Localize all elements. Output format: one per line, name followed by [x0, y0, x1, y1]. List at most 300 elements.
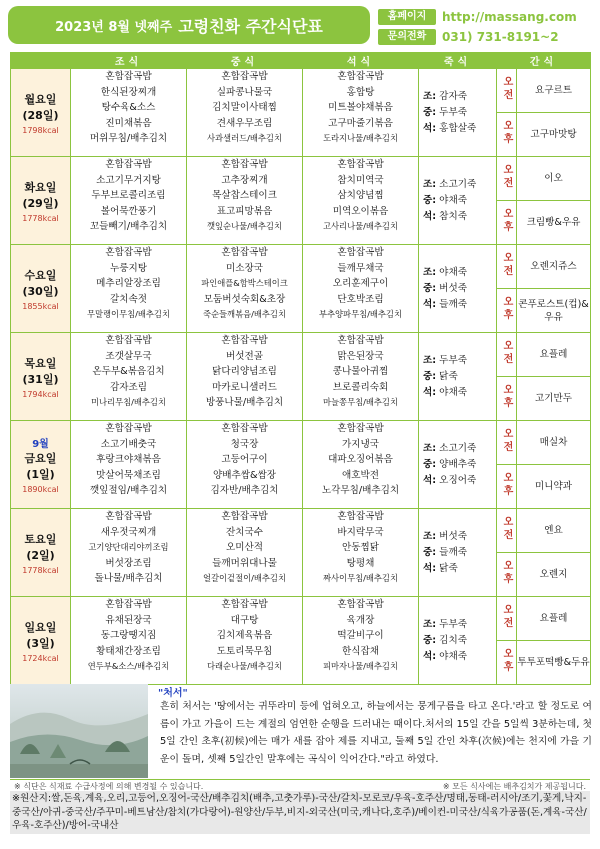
porridge-name: 야채죽 — [439, 194, 467, 206]
porridge-item — [423, 265, 496, 281]
snack-time-pm — [497, 465, 517, 509]
porridge-name: 홍합살죽 — [439, 122, 477, 134]
porridge-name: 들깨죽 — [439, 298, 467, 310]
menu-item: 대구탕 — [230, 614, 259, 626]
menu-item: 파인애플&함박스테이크 — [201, 278, 288, 288]
menu-item: 들깨머위대나물 — [212, 557, 277, 569]
dinner-cell — [303, 421, 419, 509]
day-name: 월요일 — [24, 92, 57, 106]
day-kcal: 1778kcal — [22, 213, 59, 223]
porridge-name: 소고기죽 — [439, 442, 477, 454]
porridge-name: 두부죽 — [439, 618, 467, 630]
essay-section — [10, 684, 590, 778]
menu-item: 혼합잡곡밥 — [337, 159, 384, 170]
menu-item: 돌나물/배추김치 — [94, 573, 163, 584]
porridge-name: 닭죽 — [439, 562, 458, 574]
menu-item: 삼치양념찜 — [337, 190, 384, 201]
snack-am-item: 요구르트 — [517, 69, 591, 113]
day-name: 목요일 — [24, 356, 57, 370]
menu-item: 브로콜리숙회 — [332, 381, 389, 393]
day-name: 금요일 — [24, 452, 57, 465]
menu-item: 탕수육&소스 — [101, 102, 156, 113]
menu-item: 메추리알장조림 — [96, 278, 161, 289]
day-name: 일요일 — [24, 620, 57, 634]
lunch-cell — [187, 421, 303, 509]
day-kcal: 1890kcal — [22, 485, 59, 494]
menu-item: 혼합잡곡밥 — [105, 71, 152, 82]
snack-time-pm — [497, 289, 517, 333]
porridge-item — [423, 177, 496, 193]
snack-time-pm-label: 오후 — [501, 295, 512, 322]
snack-time-am — [497, 69, 517, 113]
porridge-meal-key: 석: — [423, 562, 437, 574]
day-label-cell — [11, 333, 71, 421]
lunch-cell — [187, 157, 303, 245]
porridge-name: 버섯죽 — [439, 530, 467, 542]
menu-item: 청국장 — [230, 438, 259, 450]
snack-time-pm — [497, 641, 517, 685]
dinner-cell — [303, 597, 419, 685]
menu-item: 혼합잡곡밥 — [221, 599, 268, 610]
day-label-cell — [11, 597, 71, 685]
porridge-item — [423, 473, 496, 489]
weekly-menu-table — [10, 52, 591, 685]
menu-item: 바지락무국 — [337, 526, 384, 538]
menu-item: 혼합잡곡밥 — [105, 511, 152, 522]
menu-item: 동그랑땡지짐 — [100, 630, 157, 641]
day-kcal: 1798kcal — [22, 125, 59, 135]
snack-time-pm — [497, 553, 517, 597]
breakfast-cell — [71, 597, 187, 685]
day-row — [11, 157, 591, 201]
porridge-meal-key: 석: — [423, 210, 437, 222]
porridge-meal-key: 석: — [423, 386, 437, 398]
breakfast-cell — [71, 421, 187, 509]
menu-item: 누룽지탕 — [109, 262, 148, 274]
snack-time-am — [497, 157, 517, 201]
porridge-name: 야채죽 — [439, 266, 467, 278]
snack-am-item: 요플레 — [517, 333, 591, 377]
porridge-item — [423, 529, 496, 545]
snack-time-am — [497, 421, 517, 465]
porridge-name: 야채죽 — [439, 650, 467, 662]
menu-item: 한식잡채 — [341, 645, 380, 657]
menu-item: 마카로니샐러드 — [212, 381, 277, 393]
menu-item: 황태채간장조림 — [96, 645, 161, 657]
snack-pm-item: 콘푸로스트(컵)&우유 — [517, 289, 591, 333]
menu-item: 고기양단대리야끼조림 — [88, 542, 169, 552]
title-date: 2023년 8월 넷째주 — [55, 19, 173, 35]
menu-item: 소고기배춧국 — [100, 438, 157, 450]
snack-time-am-label: 오전 — [501, 163, 512, 190]
menu-item: 미소장국 — [225, 262, 264, 274]
phone-label: 문의전화 — [378, 29, 436, 45]
snack-time-am — [497, 245, 517, 289]
day-date: (2일) — [26, 548, 55, 562]
menu-item: 떡갈비구이 — [337, 630, 384, 641]
menu-item: 맛살어묵채조림 — [96, 469, 161, 481]
day-row — [11, 69, 591, 113]
menu-item: 목살찹스테이크 — [212, 190, 277, 201]
snack-time-pm-label: 오후 — [501, 207, 512, 234]
menu-item: 홍합탕 — [346, 86, 375, 98]
header — [8, 6, 592, 48]
porridge-item — [423, 281, 496, 297]
menu-item: 혼합잡곡밥 — [221, 247, 268, 258]
lunch-cell — [187, 333, 303, 421]
menu-item: 혼합잡곡밥 — [105, 335, 152, 346]
porridge-meal-key: 조: — [423, 442, 437, 454]
snack-time-pm — [497, 113, 517, 157]
dinner-cell — [303, 509, 419, 597]
day-name: 화요일 — [24, 180, 57, 194]
menu-item: 오미산적 — [225, 542, 264, 553]
menu-item: 혼합잡곡밥 — [105, 599, 152, 610]
menu-item: 혼합잡곡밥 — [337, 247, 384, 258]
menu-item: 가지냉국 — [341, 438, 380, 450]
snack-time-am-label: 오전 — [501, 251, 512, 278]
menu-item: 피마자나물/배추김치 — [323, 661, 398, 671]
porridge-item — [423, 369, 496, 385]
page-title: 고령친화 주간식단표 — [178, 16, 323, 36]
menu-item: 혼합잡곡밥 — [337, 335, 384, 346]
lunch-cell — [187, 597, 303, 685]
col-header-breakfast: 조식 — [71, 53, 187, 69]
snack-time-am — [497, 333, 517, 377]
menu-item: 볼어묵깐풍기 — [100, 205, 157, 217]
phone-number: 031) 731-8191~2 — [442, 30, 559, 44]
snack-time-am — [497, 509, 517, 553]
porridge-item — [423, 457, 496, 473]
day-date: (29일) — [22, 196, 59, 210]
menu-item: 연두부&소스/배추김치 — [87, 661, 170, 671]
menu-item: 고추장찌개 — [221, 174, 268, 186]
menu-item: 도토리묵무침 — [216, 645, 273, 657]
col-header-dinner: 석식 — [303, 53, 419, 69]
snack-am-item: 매실차 — [517, 421, 591, 465]
menu-item: 혼합잡곡밥 — [221, 335, 268, 346]
day-date: (28일) — [22, 108, 59, 122]
menu-item: 도라지나물/배추김치 — [323, 133, 398, 143]
porridge-item — [423, 193, 496, 209]
homepage-row — [378, 8, 592, 26]
porridge-meal-key: 조: — [423, 90, 437, 102]
menu-item: 애호박전 — [341, 469, 380, 481]
menu-item: 무말랭이무침/배추김치 — [87, 309, 170, 319]
snack-pm-item: 오렌지 — [517, 553, 591, 597]
porridge-meal-key: 석: — [423, 650, 437, 662]
menu-item: 대파오징어볶음 — [328, 454, 393, 465]
porridge-item — [423, 617, 496, 633]
menu-item: 진미채볶음 — [105, 117, 152, 129]
breakfast-cell — [71, 333, 187, 421]
porridge-meal-key: 중: — [423, 458, 437, 470]
porridge-name: 두부죽 — [439, 354, 467, 366]
breakfast-cell — [71, 245, 187, 333]
landscape-painting-icon — [10, 684, 148, 778]
day-row — [11, 245, 591, 289]
dinner-cell — [303, 245, 419, 333]
porridge-meal-key: 석: — [423, 474, 437, 486]
porridge-name: 버섯죽 — [439, 282, 467, 294]
porridge-item — [423, 441, 496, 457]
menu-item: 닭다리양념조림 — [212, 366, 277, 377]
day-kcal: 1794kcal — [22, 389, 59, 399]
col-header-lunch: 중식 — [187, 53, 303, 69]
porridge-meal-key: 중: — [423, 546, 437, 558]
menu-item: 김자반/배추김치 — [210, 485, 279, 496]
porridge-cell — [419, 245, 497, 333]
menu-item: 조갯살무국 — [105, 350, 152, 362]
menu-item: 소고기무거지탕 — [96, 174, 161, 186]
day-date: (3일) — [26, 636, 55, 650]
snack-am-item: 요플레 — [517, 597, 591, 641]
menu-item: 혼합잡곡밥 — [105, 423, 152, 434]
menu-item: 들깨무채국 — [337, 262, 384, 274]
menu-item: 견새우무조림 — [216, 117, 273, 129]
menu-item: 안동찜닭 — [341, 542, 380, 553]
snack-time-am — [497, 597, 517, 641]
menu-item: 머위무침/배추김치 — [89, 133, 168, 144]
menu-item: 방풍나물/배추김치 — [205, 397, 284, 408]
dinner-cell — [303, 157, 419, 245]
origin-info: ※원산지:쌀,돈육,계육,오리,고등어,오징어-국산/배추김치(배추,고춧가루)-국산/갈치-모로코/우육-호주산/명태,동태-러시아/조기,꽃게,낙지-중국산/아귀-중국산/주꾸미-베트남산/참치(가다랑어)-원양산/두부,비지-외국산(미국,캐나다,호주)/베이컨-미국산/식육가공품(돈,계육-국산/우육-호주산)/방어-국내산 — [10, 791, 590, 834]
menu-item: 혼합잡곡밥 — [105, 247, 152, 258]
menu-item: 꼬들빼기/배추김치 — [89, 221, 168, 232]
corner-header — [11, 53, 71, 69]
snack-pm-item: 투투포떡빵&두유 — [517, 641, 591, 685]
porridge-name: 들깨죽 — [439, 546, 467, 558]
snack-pm-item: 고기만두 — [517, 377, 591, 421]
menu-item: 후랑크야채볶음 — [96, 454, 161, 465]
day-row — [11, 509, 591, 553]
day-label-cell — [11, 245, 71, 333]
porridge-item — [423, 89, 496, 105]
menu-item: 혼합잡곡밥 — [221, 159, 268, 170]
porridge-meal-key: 석: — [423, 298, 437, 310]
day-kcal: 1724kcal — [22, 653, 59, 663]
menu-item: 고구마줄기볶음 — [328, 117, 393, 129]
porridge-meal-key: 중: — [423, 282, 437, 294]
porridge-name: 참치죽 — [439, 210, 467, 222]
snack-time-pm — [497, 201, 517, 245]
porridge-meal-key: 조: — [423, 618, 437, 630]
menu-item: 고등어구이 — [221, 454, 268, 465]
landscape-painting — [10, 684, 148, 778]
porridge-meal-key: 중: — [423, 370, 437, 382]
day-date: (31일) — [22, 372, 59, 386]
porridge-name: 오징어죽 — [439, 474, 477, 486]
menu-item: 유채된장국 — [105, 614, 152, 626]
menu-item: 새우젓국찌개 — [100, 526, 157, 538]
porridge-meal-key: 중: — [423, 106, 437, 118]
day-label-cell — [11, 421, 71, 509]
menu-item: 미역오이볶음 — [332, 205, 389, 217]
menu-item: 노각무침/배추김치 — [321, 485, 400, 496]
col-header-snack: 간식 — [497, 53, 591, 69]
porridge-meal-key: 중: — [423, 194, 437, 206]
homepage-label: 홈페이지 — [378, 9, 436, 25]
menu-item: 마늘쫑무침/배추김치 — [323, 397, 398, 407]
menu-item: 잔치국수 — [225, 526, 264, 538]
menu-item: 참치미역국 — [337, 174, 384, 186]
essay-title: "처서" — [158, 688, 188, 699]
porridge-cell — [419, 333, 497, 421]
day-name: 토요일 — [24, 532, 57, 546]
snack-pm-item: 크림빵&우유 — [517, 201, 591, 245]
menu-item: 사과샐러드/배추김치 — [207, 133, 282, 143]
porridge-name: 두부죽 — [439, 106, 467, 118]
homepage-link[interactable]: http://massang.com — [442, 10, 577, 24]
breakfast-cell — [71, 509, 187, 597]
dinner-cell — [303, 69, 419, 157]
lunch-cell — [187, 245, 303, 333]
menu-item: 오리훈제구이 — [332, 278, 389, 289]
lunch-cell — [187, 69, 303, 157]
menu-item: 혼합잡곡밥 — [105, 159, 152, 170]
day-date: (1일) — [26, 468, 55, 481]
day-row — [11, 597, 591, 641]
porridge-cell — [419, 421, 497, 509]
snack-time-am-label: 오전 — [501, 427, 512, 454]
porridge-item — [423, 209, 496, 225]
breakfast-cell — [71, 69, 187, 157]
menu-item: 두부브로콜리조림 — [91, 190, 166, 201]
day-date: (30일) — [22, 284, 59, 298]
porridge-item — [423, 633, 496, 649]
breakfast-cell — [71, 157, 187, 245]
porridge-cell — [419, 597, 497, 685]
menu-item: 갈치속젓 — [109, 293, 148, 305]
snack-time-pm-label: 오후 — [501, 383, 512, 410]
snack-am-item: 엔요 — [517, 509, 591, 553]
day-kcal: 1778kcal — [22, 565, 59, 575]
porridge-name: 양배추죽 — [439, 458, 477, 470]
table-header-row — [11, 53, 591, 69]
snack-time-pm-label: 오후 — [501, 647, 512, 674]
menu-item: 혼합잡곡밥 — [337, 71, 384, 82]
snack-time-pm-label: 오후 — [501, 559, 512, 586]
menu-item: 깻잎순나물/배추김치 — [207, 221, 282, 231]
dinner-cell — [303, 333, 419, 421]
porridge-item — [423, 105, 496, 121]
porridge-name: 닭죽 — [439, 370, 458, 382]
menu-item: 미나리무침/배추김치 — [91, 397, 166, 407]
day-kcal: 1855kcal — [22, 301, 59, 311]
menu-item: 김치제육볶음 — [216, 630, 273, 641]
notes-section — [10, 779, 590, 845]
menu-item: 깻잎절임/배추김치 — [89, 485, 168, 496]
menu-item: 부추양파무침/배추김치 — [319, 309, 402, 319]
day-label-cell — [11, 509, 71, 597]
menu-item: 감자조림 — [109, 381, 148, 393]
day-name: 수요일 — [24, 268, 57, 282]
menu-item: 얼갈이겉절이/배추김치 — [203, 573, 286, 583]
day-row — [11, 333, 591, 377]
menu-item: 혼합잡곡밥 — [221, 71, 268, 82]
note-change-notice: ※ 식단은 식재료 수급사정에 의해 변경될 수 있습니다. — [14, 782, 204, 791]
menu-item: 버섯전골 — [225, 350, 264, 362]
menu-item: 실파콩나물국 — [216, 86, 273, 98]
menu-item: 혼합잡곡밥 — [221, 511, 268, 522]
essay-body: 흔히 처서는 '땅에서는 귀뚜라미 등에 업혀오고, 하늘에서는 뭉게구름을 타고 온다.'라고 할 정도로 여름이 가고 가을이 드는 계절의 엄연한 순행을 드러내는 때이다.처서의 15일 간을 5일씩 3분하는데, 첫 5일 간인 초후(初候)에는 매가 새를 잡아 제를 지내고, 둘째 5일 간인 차후(次候)에는 천지에 가을 기운이 돌며, 셋째 5일간인 말후에는 곡식이 익어간다."라고 하였다. — [160, 701, 592, 765]
porridge-meal-key: 조: — [423, 266, 437, 278]
menu-item: 다래순나물/배추김치 — [207, 661, 282, 671]
day-label-cell — [11, 69, 71, 157]
porridge-item — [423, 353, 496, 369]
porridge-item — [423, 649, 496, 665]
menu-item: 짜사이무침/배추김치 — [323, 573, 398, 583]
snack-time-pm — [497, 377, 517, 421]
phone-row — [378, 28, 592, 46]
porridge-name: 소고기죽 — [439, 178, 477, 190]
menu-item: 혼합잡곡밥 — [337, 599, 384, 610]
day-label-cell — [11, 157, 71, 245]
menu-item: 죽순들깨볶음/배추김치 — [203, 309, 286, 319]
porridge-cell — [419, 157, 497, 245]
menu-item: 단호박조림 — [337, 293, 384, 305]
snack-time-am-label: 오전 — [501, 515, 512, 542]
menu-item: 버섯장조림 — [105, 557, 152, 569]
snack-time-pm-label: 오후 — [501, 471, 512, 498]
menu-item: 표고피망볶음 — [216, 205, 273, 217]
porridge-name: 감자죽 — [439, 90, 467, 102]
porridge-meal-key: 조: — [423, 354, 437, 366]
porridge-cell — [419, 509, 497, 597]
porridge-item — [423, 297, 496, 313]
porridge-name: 야채죽 — [439, 386, 467, 398]
snack-time-am-label: 오전 — [501, 339, 512, 366]
porridge-meal-key: 조: — [423, 178, 437, 190]
menu-item: 혼합잡곡밥 — [221, 423, 268, 434]
snack-am-item: 이오 — [517, 157, 591, 201]
menu-item: 김치말이사태찜 — [212, 102, 277, 113]
snack-time-pm-label: 오후 — [501, 119, 512, 146]
day-row — [11, 421, 591, 465]
menu-item: 맑은된장국 — [337, 350, 384, 362]
porridge-meal-key: 석: — [423, 122, 437, 134]
menu-item: 고사리나물/배추김치 — [323, 221, 398, 231]
porridge-item — [423, 545, 496, 561]
menu-item: 혼합잡곡밥 — [337, 511, 384, 522]
porridge-meal-key: 중: — [423, 634, 437, 646]
lunch-cell — [187, 509, 303, 597]
notes-small-row — [10, 780, 590, 791]
menu-item: 혼합잡곡밥 — [337, 423, 384, 434]
porridge-item — [423, 121, 496, 137]
note-kimchi-notice: ※ 모든 식사에는 배추김치가 제공됩니다. — [442, 782, 586, 791]
menu-body — [11, 69, 591, 685]
porridge-name: 김치죽 — [439, 634, 467, 646]
contact-info — [378, 8, 592, 48]
porridge-item — [423, 385, 496, 401]
snack-pm-item: 미니약과 — [517, 465, 591, 509]
menu-item: 콩나물아귀찜 — [332, 366, 389, 377]
menu-item: 모둠버섯숙회&초장 — [203, 293, 286, 305]
snack-am-item: 오렌지쥬스 — [517, 245, 591, 289]
menu-item: 양배추쌈&쌈장 — [212, 469, 277, 481]
snack-time-am-label: 오전 — [501, 75, 512, 102]
menu-item: 미트볼야채볶음 — [328, 102, 393, 113]
day-month: 9월 — [32, 439, 49, 450]
porridge-item — [423, 561, 496, 577]
snack-time-am-label: 오전 — [501, 603, 512, 630]
porridge-cell — [419, 69, 497, 157]
col-header-porridge: 죽식 — [419, 53, 497, 69]
menu-item: 온두부&볶음김치 — [92, 366, 165, 377]
menu-item: 육개장 — [346, 614, 375, 626]
menu-item: 한식된장찌개 — [100, 86, 157, 98]
